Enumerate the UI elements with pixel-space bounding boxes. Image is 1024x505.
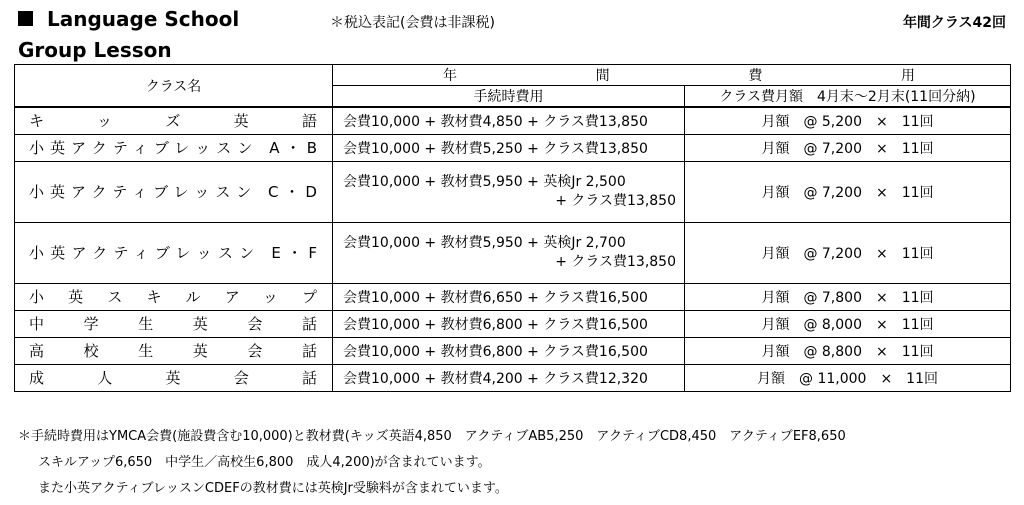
header-char: 年 [443, 68, 457, 84]
procedure-fee: 会費10,000 + 教材費6,800 + クラス費16,500 [333, 310, 685, 337]
square-bullet-icon [18, 11, 33, 26]
table-header-row [15, 65, 1011, 86]
table-row [15, 337, 1011, 364]
monthly-fee: 月額 @ 7,200 × 11回 [685, 134, 1011, 161]
header-procedure-fee: 手続時費用 [333, 86, 685, 108]
tax-note: ＊税込表記(会費は非課税) [330, 15, 495, 31]
footnotes [18, 424, 846, 502]
header-char: 間 [595, 68, 610, 84]
header-monthly-fee: クラス費月額 4月末～2月末(11回分納) [685, 86, 1011, 108]
monthly-fee: 月額 @ 5,200 × 11回 [685, 107, 1011, 134]
monthly-fee: 月額 @ 11,000 × 11回 [685, 364, 1011, 391]
class-count: 年間クラス42回 [902, 15, 1006, 31]
page-title [18, 8, 239, 30]
footnote-line: また小英アクティブレッスンCDEFの教材費には英検Jr受験料が含まれています。 [38, 481, 508, 496]
procedure-fee: 会費10,000 + 教材費4,850 + クラス費13,850 [333, 107, 685, 134]
table-row [15, 222, 1011, 283]
class-name: 成人英会話 [15, 364, 333, 391]
procedure-fee: 会費10,000 + 教材費6,650 + クラス費16,500 [333, 283, 685, 310]
monthly-fee: 月額 @ 7,800 × 11回 [685, 283, 1011, 310]
header-char: 費 [748, 68, 763, 84]
header-annual-cost [333, 65, 1011, 86]
monthly-fee: 月額 @ 8,800 × 11回 [685, 337, 1011, 364]
header-class-name: クラス名 [15, 65, 333, 108]
class-name: 小英アクティブレッスン A・B [15, 134, 333, 161]
table-row [15, 364, 1011, 391]
footnote-line: スキルアップ6,650 中学生／高校生6,800 成人4,200)が含まれています。 [38, 455, 491, 470]
procedure-fee: 会費10,000 + 教材費5,950 + 英検Jr 2,500 + クラス費13,850 [333, 161, 685, 222]
table-row [15, 134, 1011, 161]
procedure-fee: 会費10,000 + 教材費5,250 + クラス費13,850 [333, 134, 685, 161]
table-row [15, 310, 1011, 337]
procedure-fee: 会費10,000 + 教材費4,200 + クラス費12,320 [333, 364, 685, 391]
class-name: 小英スキルアップ [15, 283, 333, 310]
table-row [15, 107, 1011, 134]
class-name: 小英アクティブレッスン C・D [15, 161, 333, 222]
procedure-fee: 会費10,000 + 教材費5,950 + 英検Jr 2,700 + クラス費13,850 [333, 222, 685, 283]
class-name: 小英アクティブレッスン E・F [15, 222, 333, 283]
page-subtitle: Group Lesson [18, 38, 172, 62]
monthly-fee: 月額 @ 7,200 × 11回 [685, 222, 1011, 283]
table-row [15, 283, 1011, 310]
monthly-fee: 月額 @ 7,200 × 11回 [685, 161, 1011, 222]
fee-table [14, 64, 1011, 392]
header-char: 用 [900, 68, 915, 84]
title-text: Language School [47, 7, 240, 31]
footnote-line: ＊手続時費用はYMCA会費(施設費含む10,000)と教材費(キッズ英語4,850 アクティブAB5,250 アクティブCD8,450 アクティブEF8,650 [18, 429, 846, 444]
class-name: 中学生英会話 [15, 310, 333, 337]
class-name: キッズ英語 [15, 107, 333, 134]
procedure-fee: 会費10,000 + 教材費6,800 + クラス費16,500 [333, 337, 685, 364]
table-row [15, 161, 1011, 222]
class-name: 高校生英会話 [15, 337, 333, 364]
monthly-fee: 月額 @ 8,000 × 11回 [685, 310, 1011, 337]
